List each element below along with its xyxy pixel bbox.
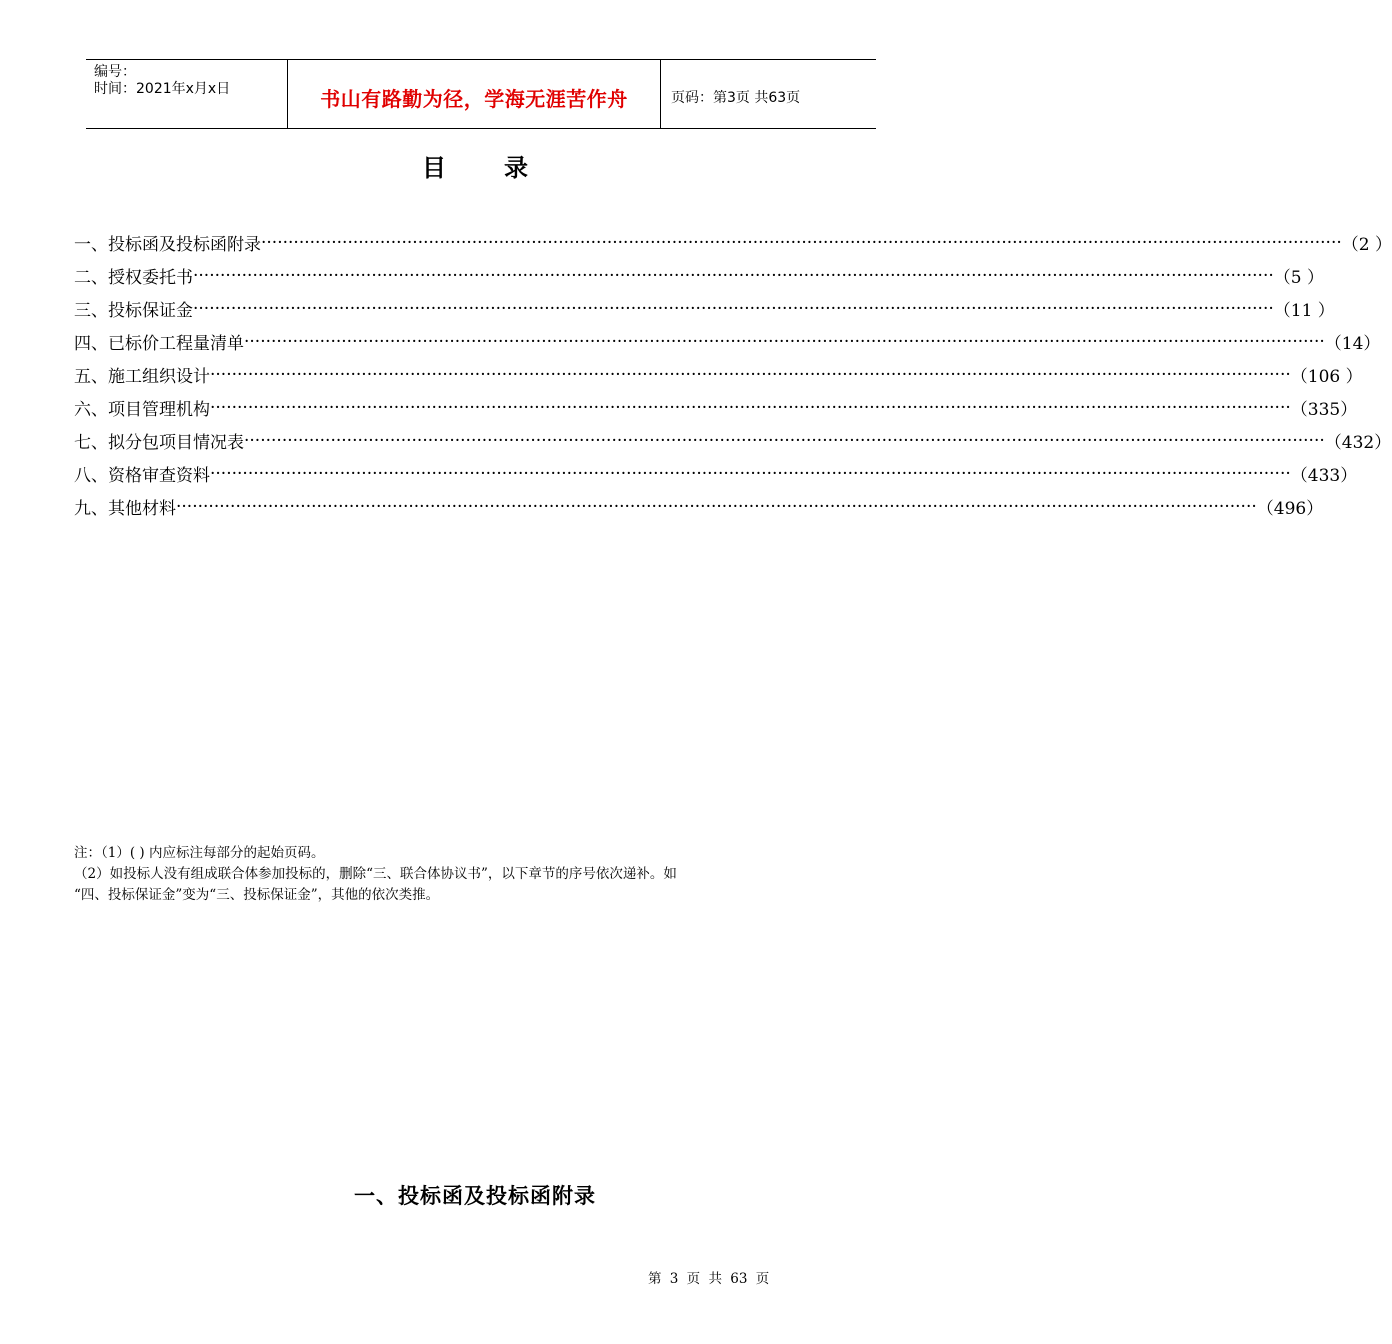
toc-item[interactable]: [74, 358, 1363, 391]
toc-leader-dots: ········································································································································································································: [193, 298, 1274, 319]
toc-item-page: （5 ）: [1273, 268, 1324, 288]
header-motto: 书山有路勤为径，学海无涯苦作舟: [320, 86, 628, 111]
page-header: [86, 59, 876, 129]
toc-item-label: 四、已标价工程量清单: [74, 334, 244, 354]
toc-item-page: （14）: [1324, 334, 1381, 354]
toc-item[interactable]: [74, 424, 1392, 457]
note-line-2: （2）如投标人没有组成联合体参加投标的，删除“三、联合体协议书”，以下章节的序号依次递补。如: [74, 866, 677, 882]
note-line-3: “四、投标保证金”变为“三、投标保证金”，其他的依次类推。: [74, 887, 440, 903]
toc-item-page: （432）: [1324, 433, 1392, 453]
page-footer: 第 3 页 共 63 页: [648, 1271, 770, 1287]
toc-item-label: 三、投标保证金: [74, 301, 193, 321]
toc-item[interactable]: [74, 490, 1324, 523]
toc-leader-dots: ········································································································································································································: [193, 265, 1274, 286]
header-page-info: 页码：第3页 共63页: [671, 90, 801, 106]
page-title: 目录: [422, 153, 586, 182]
toc-leader-dots: ········································································································································································································: [261, 232, 1342, 253]
toc-item-label: 一、投标函及投标函附录: [74, 235, 261, 255]
toc-leader-dots: ········································································································································································································: [210, 463, 1291, 484]
toc-item[interactable]: [74, 391, 1358, 424]
notes: [74, 843, 894, 906]
toc-item-label: 七、拟分包项目情况表: [74, 433, 244, 453]
header-meta: [86, 60, 288, 128]
toc-leader-dots: ········································································································································································································: [210, 364, 1291, 385]
toc-leader-dots: ········································································································································································································: [244, 430, 1325, 451]
toc-item-page: （106 ）: [1290, 367, 1363, 387]
toc-item[interactable]: [74, 325, 1381, 358]
toc-item-page: （433）: [1290, 466, 1358, 486]
toc-leader-dots: ········································································································································································································: [176, 496, 1257, 517]
toc-item-label: 六、项目管理机构: [74, 400, 210, 420]
toc-leader-dots: ········································································································································································································: [210, 397, 1291, 418]
toc-item[interactable]: [74, 457, 1358, 490]
note-line-1: 注：（1）( ) 内应标注每部分的起始页码。: [74, 845, 325, 861]
toc-item-label: 二、授权委托书: [74, 268, 193, 288]
toc-item-page: （11 ）: [1273, 301, 1335, 321]
header-motto-cell: [288, 60, 661, 128]
toc-item[interactable]: [74, 292, 1335, 325]
table-of-contents: [74, 226, 1392, 523]
document-code: 编号：: [94, 64, 136, 80]
toc-item[interactable]: [74, 259, 1324, 292]
toc-item-label: 八、资格审查资料: [74, 466, 210, 486]
toc-item-page: （496）: [1256, 499, 1324, 519]
document-time: 时间：2021年x月x日: [94, 81, 231, 97]
toc-item-label: 五、施工组织设计: [74, 367, 210, 387]
toc-item-page: （335）: [1290, 400, 1358, 420]
toc-leader-dots: ········································································································································································································: [244, 331, 1325, 352]
toc-item-page: （2 ）: [1341, 235, 1392, 255]
toc-item[interactable]: [74, 226, 1392, 259]
toc-item-label: 九、其他材料: [74, 499, 176, 519]
section-title: 一、投标函及投标函附录: [354, 1183, 596, 1208]
